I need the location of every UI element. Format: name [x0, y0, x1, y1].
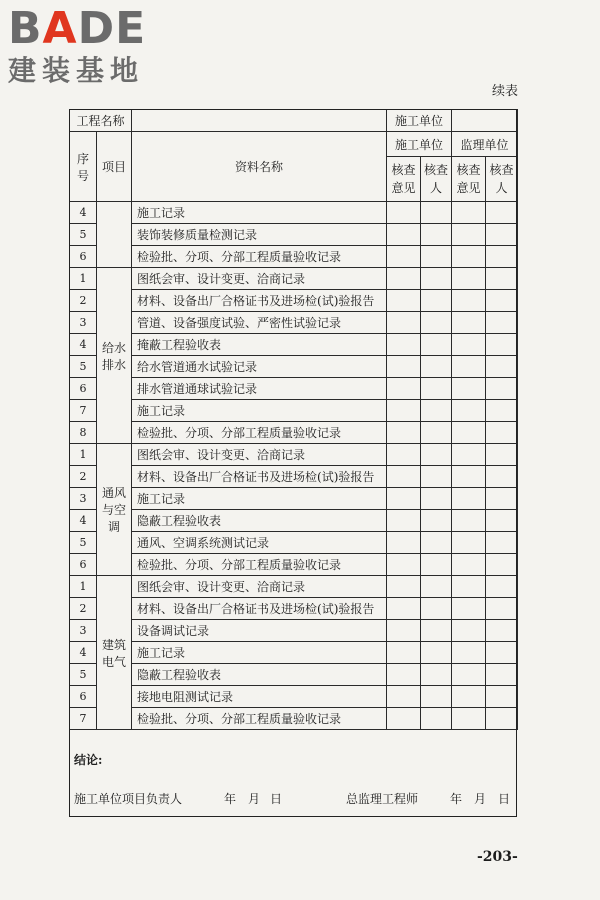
material-name: 施工记录 [132, 488, 387, 510]
material-name: 图纸会审、设计变更、洽商记录 [132, 444, 387, 466]
row-number: 2 [70, 466, 97, 488]
supervision-month: 月 [474, 792, 487, 806]
logo-letter-a: A [42, 3, 78, 54]
material-name: 检验批、分项、分部工程质量验收记录 [132, 246, 387, 268]
header-text: 人 [430, 181, 443, 195]
row-number: 3 [70, 312, 97, 334]
row-number: 3 [70, 620, 97, 642]
material-name: 设备调试记录 [132, 620, 387, 642]
material-name: 图纸会审、设计变更、洽商记录 [132, 268, 387, 290]
row-number: 5 [70, 664, 97, 686]
construction-month: 月 [248, 792, 261, 806]
row-number: 7 [70, 708, 97, 730]
continued-label: 续表 [491, 84, 518, 99]
row-number: 6 [70, 246, 97, 268]
row-number: 2 [70, 598, 97, 620]
logo-letter-b: B [8, 3, 43, 54]
row-number: 6 [70, 378, 97, 400]
header-text: 核查 [489, 163, 514, 177]
seq-header-top: 序 [76, 151, 89, 166]
seq-header-bottom: 号 [76, 168, 89, 183]
item-category-line: 通风 [102, 486, 127, 500]
material-name: 图纸会审、设计变更、洽商记录 [132, 576, 387, 598]
header-text: 核查 [424, 163, 449, 177]
construction-unit-label: 施工单位 [387, 110, 452, 132]
item-category-line: 电气 [102, 654, 127, 669]
header-text: 核查 [391, 163, 416, 177]
material-name: 接地电阻测试记录 [132, 686, 387, 708]
material-name-header: 资料名称 [132, 132, 387, 202]
row-number: 5 [70, 224, 97, 246]
row-number: 5 [70, 356, 97, 378]
header-text: 人 [495, 181, 508, 195]
construction-day: 日 [270, 792, 283, 806]
supervision-day: 日 [498, 792, 511, 806]
material-name: 施工记录 [132, 400, 387, 422]
logo-chinese-text: 建装基地 [8, 54, 145, 87]
conclusion-label: 结论: [74, 753, 103, 767]
page-number: -203- [477, 849, 518, 865]
row-number: 4 [70, 202, 97, 224]
item-category-line: 给水 [102, 340, 127, 355]
material-name: 给水管道通水试验记录 [132, 356, 387, 378]
material-name: 施工记录 [132, 202, 387, 224]
material-name: 通风、空调系统测试记录 [132, 532, 387, 554]
row-number: 1 [70, 268, 97, 290]
construction-manager-label: 施工单位项目负责人 [74, 792, 183, 806]
material-name: 材料、设备出厂合格证书及进场检(试)验报告 [132, 466, 387, 488]
row-number: 5 [70, 532, 97, 554]
row-number: 1 [70, 444, 97, 466]
material-name: 材料、设备出厂合格证书及进场检(试)验报告 [132, 290, 387, 312]
logo-wordmark [8, 4, 178, 54]
row-number: 1 [70, 576, 97, 598]
material-name: 材料、设备出厂合格证书及进场检(试)验报告 [132, 598, 387, 620]
row-number: 3 [70, 488, 97, 510]
header-text: 意见 [456, 181, 481, 195]
row-number: 6 [70, 686, 97, 708]
item-category-line: 与空 [102, 503, 127, 517]
row-number: 4 [70, 642, 97, 664]
row-number: 7 [70, 400, 97, 422]
header-text: 核查 [456, 163, 481, 177]
material-name: 装饰装修质量检测记录 [132, 224, 387, 246]
chief-supervisor-label: 总监理工程师 [346, 792, 419, 806]
material-name: 隐蔽工程验收表 [132, 664, 387, 686]
row-number: 4 [70, 334, 97, 356]
construction-unit-header: 施工单位 [387, 132, 452, 157]
supervision-unit-header: 监理单位 [452, 132, 518, 157]
material-name: 施工记录 [132, 642, 387, 664]
material-name: 掩蔽工程验收表 [132, 334, 387, 356]
material-name: 排水管道通球试验记录 [132, 378, 387, 400]
construction-year: 年 [224, 792, 237, 806]
material-name: 检验批、分项、分部工程质量验收记录 [132, 708, 387, 730]
row-number: 4 [70, 510, 97, 532]
item-header: 项目 [97, 132, 132, 202]
brand-logo [8, 4, 178, 88]
material-name: 检验批、分项、分部工程质量验收记录 [132, 554, 387, 576]
item-category-line: 调 [108, 520, 121, 534]
material-name: 检验批、分项、分部工程质量验收记录 [132, 422, 387, 444]
item-category-line: 排水 [102, 357, 127, 372]
supervision-year: 年 [450, 792, 463, 806]
row-number: 2 [70, 290, 97, 312]
logo-letters-de: DE [77, 3, 147, 54]
material-name: 管道、设备强度试验、严密性试验记录 [132, 312, 387, 334]
header-text: 意见 [391, 181, 416, 195]
row-number: 8 [70, 422, 97, 444]
material-name: 隐蔽工程验收表 [132, 510, 387, 532]
project-name-label: 工程名称 [70, 110, 132, 132]
form-frame [69, 109, 517, 817]
row-number: 6 [70, 554, 97, 576]
item-category-line: 建筑 [102, 637, 127, 652]
